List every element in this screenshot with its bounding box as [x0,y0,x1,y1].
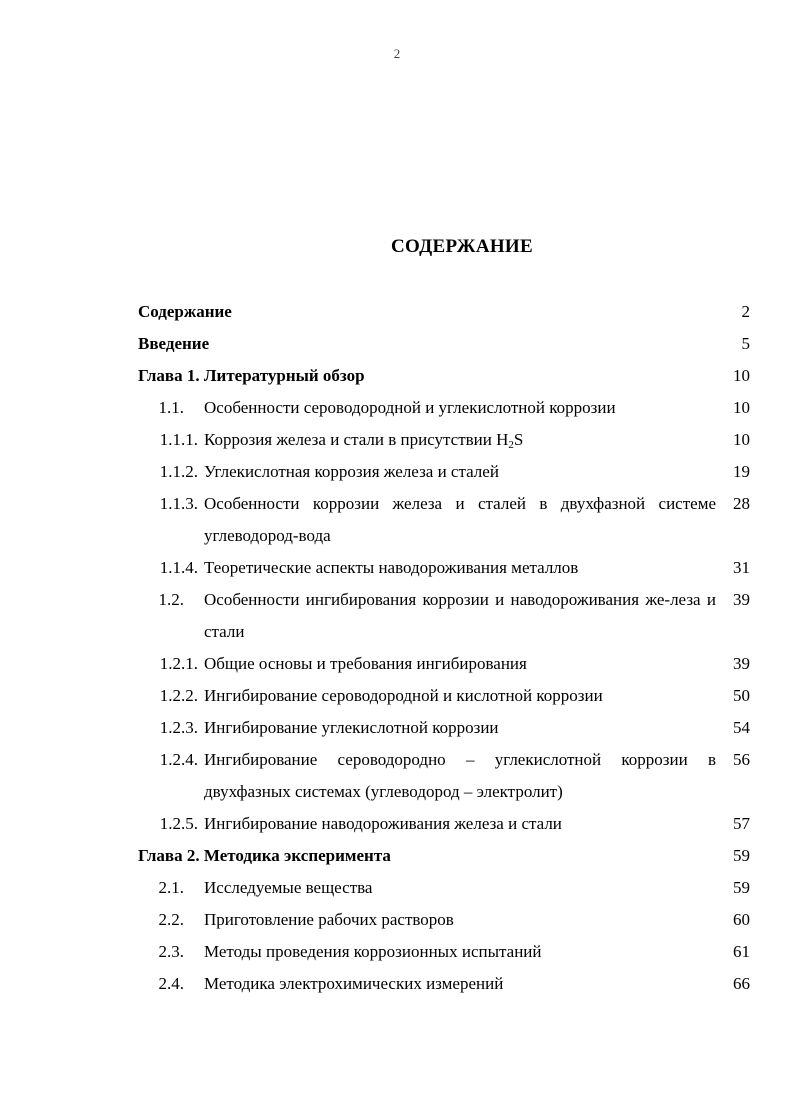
toc-entry-text: Исследуемые вещества [204,878,373,897]
toc-entry-page: 61 [733,942,750,961]
toc-entry-page: 39 [733,590,750,609]
toc-entry[interactable] [138,680,750,712]
toc-entry-text: Особенности сероводородной и углекислотной коррозии [204,398,616,417]
toc-entry-page: 59 [733,846,750,865]
toc-entry-text: Введение [138,334,210,353]
toc-entry-number: 1.2. [158,590,184,609]
toc-entry-text: Теоретические аспекты наводороживания металлов [204,558,579,577]
toc-entry-page: 31 [733,558,750,577]
toc-entry-number: 2.2. [158,910,184,929]
toc-entry[interactable] [138,840,750,872]
toc-entry-page: 50 [733,686,750,705]
page-number: 2 [393,46,401,61]
toc-entry[interactable] [138,456,750,488]
toc-entry-number: 1.1.3. [159,494,198,513]
toc-entry-text: Приготовление рабочих растворов [204,910,454,929]
toc-entry-number: 1.1.4. [159,558,198,577]
toc-entry-page: 39 [733,654,750,673]
toc-entry[interactable] [138,328,750,360]
toc-entry[interactable] [138,584,750,648]
toc-entry-text: Углекислотная коррозия железа и сталей [204,462,499,481]
toc-entry-text: Методика электрохимических измерений [204,974,504,993]
toc-entry-number: 1.2.4. [159,750,198,769]
toc-entry[interactable] [138,904,750,936]
toc-entry[interactable] [138,968,750,1000]
toc-entry[interactable] [138,392,750,424]
toc-entry-number: 1.2.2. [159,686,198,705]
toc-entry-number: 1.2.3. [159,718,198,737]
toc-entry-text-before: Коррозия железа и стали в присутствии H [204,430,509,449]
toc-entry-page: 10 [733,366,750,385]
toc-entry-page: 5 [741,334,750,353]
toc-entry-page: 54 [733,718,750,737]
toc-entry-number: 2.4. [158,974,184,993]
toc-entry-number: 1.2.1. [159,654,198,673]
toc-entry-page: 66 [733,974,750,993]
subscript: 2 [508,439,514,451]
toc-entry[interactable] [138,744,750,808]
toc-entry-text: Ингибирование сероводородно – углекислотной коррозии в двухфазных системах (углеводород – электролит) [204,750,716,801]
table-of-contents [138,296,750,1000]
toc-entry-text: Особенности коррозии железа и сталей в двухфазной системе углеводород-вода [204,494,716,545]
toc-entry-page: 2 [741,302,750,321]
toc-entry[interactable] [138,360,750,392]
toc-entry-number: 2.3. [158,942,184,961]
toc-entry-text: Содержание [138,302,232,321]
toc-entry[interactable] [138,552,750,584]
toc-entry-page: 10 [733,430,750,449]
toc-entry[interactable] [138,712,750,744]
toc-entry-page: 57 [733,814,750,833]
toc-entry-text: Особенности ингибирования коррозии и наводороживания же-леза и стали [204,590,716,641]
toc-entry-text: Общие основы и требования ингибирования [204,654,527,673]
toc-entry-number: 1.2.5. [159,814,198,833]
toc-entry[interactable] [138,296,750,328]
toc-entry-page: 10 [733,398,750,417]
toc-entry[interactable] [138,936,750,968]
toc-entry-page: 60 [733,910,750,929]
toc-entry-number: 1.1. [158,398,184,417]
toc-entry-text: Ингибирование наводороживания железа и стали [204,814,562,833]
toc-entry-page: 56 [733,750,750,769]
toc-entry-page: 59 [733,878,750,897]
toc-entry-text: Ингибирование углекислотной коррозии [204,718,499,737]
toc-entry-text: Методы проведения коррозионных испытаний [204,942,542,961]
toc-entry-page: 28 [733,494,750,513]
toc-entry[interactable] [138,872,750,904]
toc-entry-text-after: S [513,430,524,449]
toc-entry-text: Глава 1. Литературный обзор [138,366,365,385]
toc-entry-text: Ингибирование сероводородной и кислотной коррозии [204,686,603,705]
toc-entry-text [204,424,716,456]
toc-entry-number: 1.1.1. [159,430,198,449]
toc-entry-page: 19 [733,462,750,481]
toc-entry-number: 2.1. [158,878,184,897]
toc-entry[interactable] [138,424,750,456]
toc-entry-number: 1.1.2. [159,462,198,481]
toc-entry[interactable] [138,648,750,680]
toc-entry[interactable] [138,488,750,552]
toc-title: СОДЕРЖАНИЕ [391,236,533,257]
toc-entry[interactable] [138,808,750,840]
toc-entry-text: Глава 2. Методика эксперимента [138,846,391,865]
